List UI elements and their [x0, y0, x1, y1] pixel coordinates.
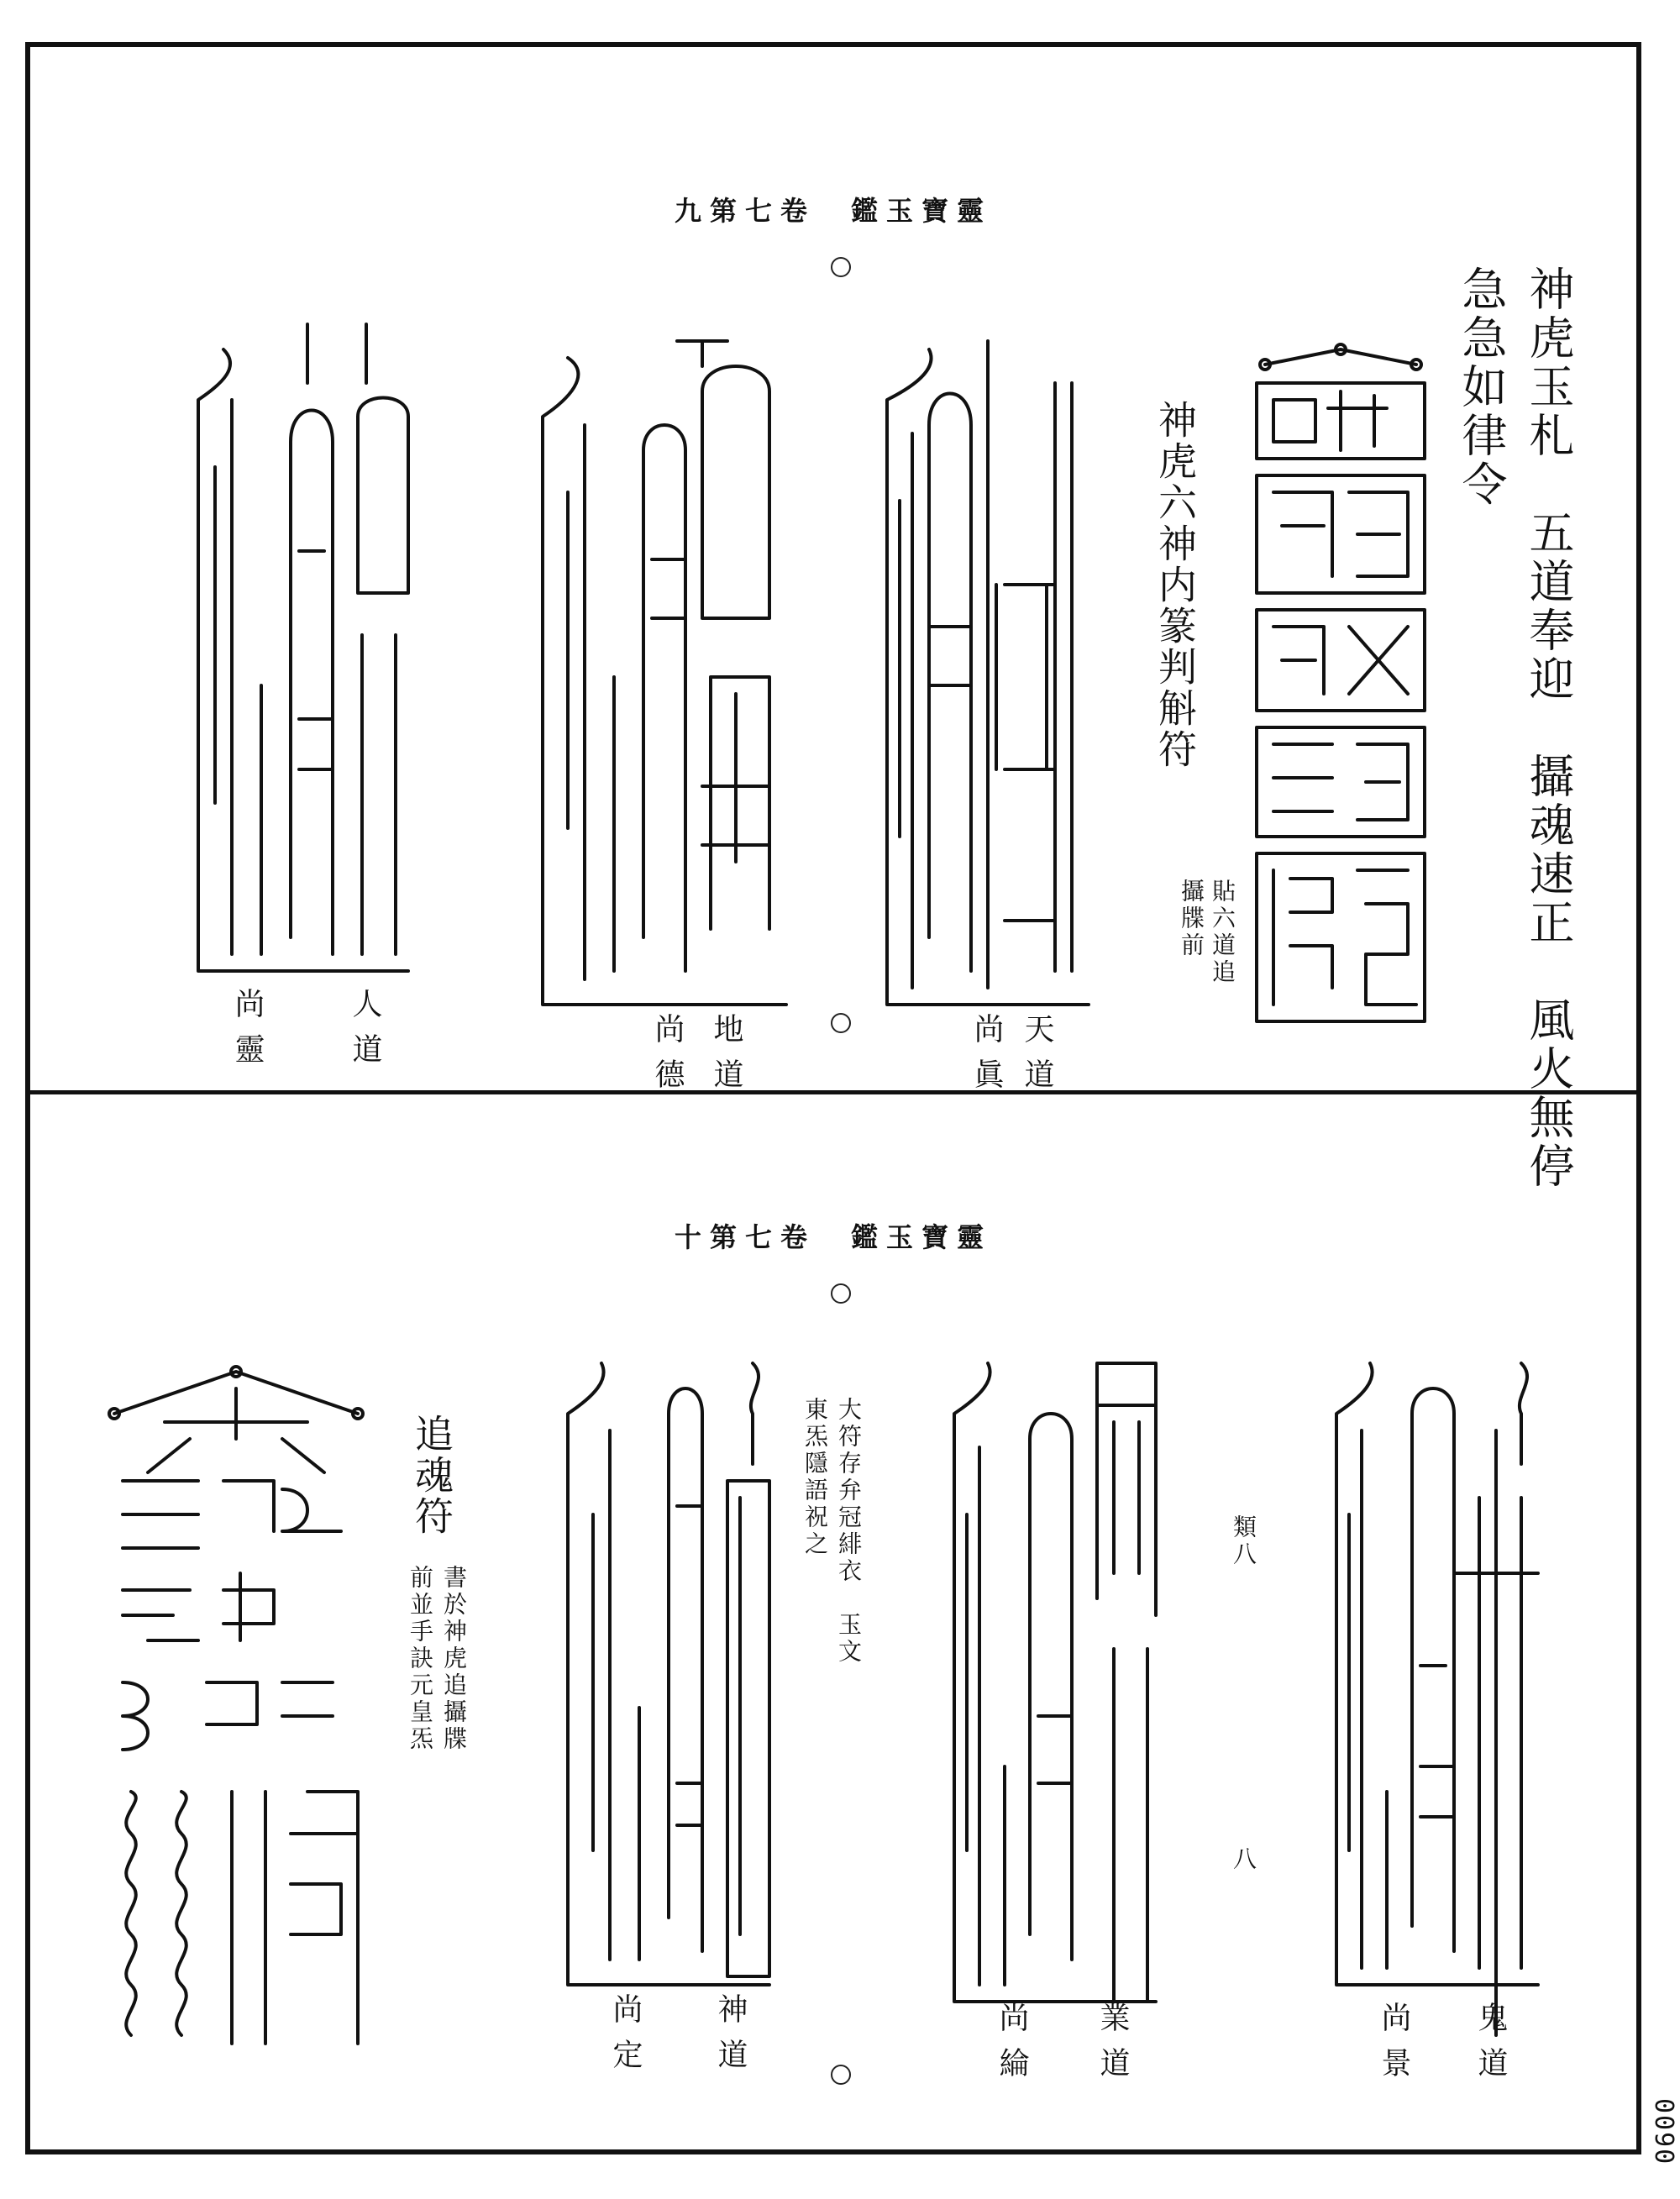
talisman-di-caption-left: 尚德 [650, 1013, 685, 1104]
talisman-tian-icon [879, 333, 1097, 1030]
zhuihun-talisman-icon [97, 1363, 375, 2060]
talisman-ye-icon [946, 1346, 1173, 2018]
zhuihun-note-b: 前並手訣元皇炁 [407, 1565, 434, 1753]
side-mark: 八 [1230, 1846, 1257, 1873]
binding-hole-icon [831, 1283, 851, 1304]
talisman-shen-caption-left: 尚定 [608, 1993, 643, 2084]
talisman-gui-caption-right: 鬼道 [1473, 2002, 1508, 2092]
page-number: 0090 [1649, 2097, 1678, 2165]
binding-hole-icon [831, 1013, 851, 1033]
talisman-shen-caption-right: 神道 [713, 1993, 748, 2084]
talisman-ye-caption-right: 業道 [1095, 2002, 1130, 2092]
talisman-shen-icon [559, 1346, 786, 2010]
talisman-di-caption-right: 地道 [709, 1013, 743, 1104]
top-subtitle: 神虎六神内篆判斛符 [1152, 400, 1198, 770]
mid-note-b: 東炁隱語祝之 [801, 1397, 829, 1558]
talisman-ren-caption-right: 人道 [348, 988, 382, 1079]
talisman-tian-caption-left: 尚眞 [969, 1013, 1004, 1104]
talisman-ren-caption-left: 尚靈 [230, 988, 265, 1079]
bottom-page-header: 十第七卷 鑑玉寶靈 [674, 1221, 992, 1253]
talisman-tian-caption-right: 天道 [1020, 1013, 1054, 1104]
top-subtitle-note-b: 攝牒前 [1178, 879, 1205, 959]
bottom-page [30, 1094, 1636, 2149]
top-title-line1: 神虎玉札 五道奉迎 攝魂速正 風火無停 [1522, 265, 1575, 1191]
mid-note-a: 大符存弁冠緋衣 玉文 [835, 1397, 863, 1666]
top-page-header: 九第七卷 鑑玉寶靈 [674, 195, 992, 227]
top-subtitle-note-a: 貼六道追 [1209, 879, 1236, 986]
top-title-line2: 急急如律令 [1455, 265, 1508, 509]
binding-hole-icon [831, 2065, 851, 2085]
talisman-gui-icon [1328, 1346, 1555, 2002]
zhuihun-note-a: 書於神虎追攝牒 [440, 1565, 468, 1753]
talisman-ren-icon [190, 299, 425, 996]
talisman-ye-caption-left: 尚綸 [995, 2002, 1029, 2092]
top-page [30, 47, 1636, 1191]
seal-talisman-icon [1240, 341, 1441, 1038]
side-note: 類八 [1230, 1514, 1257, 1568]
binding-hole-icon [831, 257, 851, 277]
talisman-di-icon [534, 324, 803, 1030]
zhuihun-talisman-title: 追魂符 [409, 1414, 454, 1537]
talisman-gui-caption-left: 尚景 [1377, 2002, 1411, 2092]
